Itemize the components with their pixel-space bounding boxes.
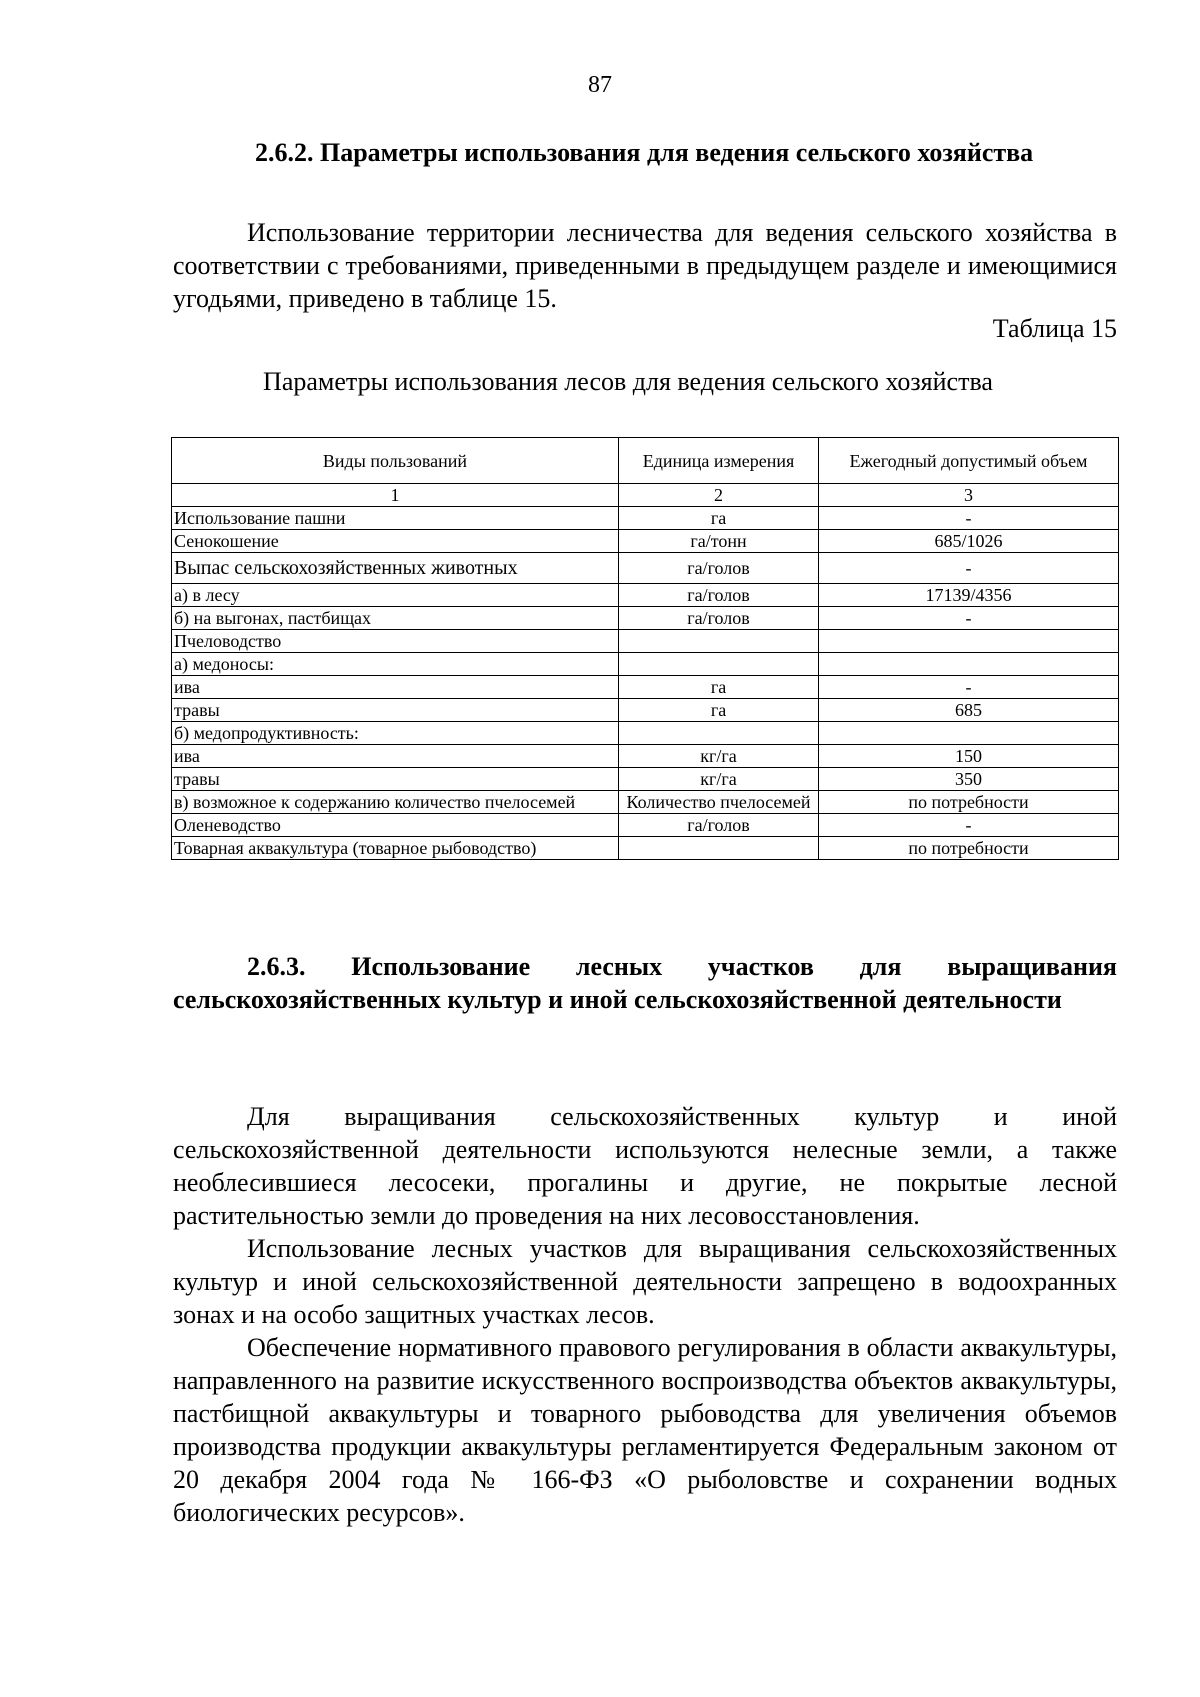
cell-usage-type: Пчеловодство: [172, 630, 619, 653]
header-cell-unit: Единица измерения: [619, 438, 819, 484]
cell-usage-type: Товарная аквакультура (товарное рыбоводство): [172, 837, 619, 860]
column-number-cell: 2: [619, 484, 819, 507]
cell-volume: по потребности: [819, 791, 1119, 814]
table-row: [172, 722, 1119, 745]
cell-volume: 350: [819, 768, 1119, 791]
cell-usage-type: ива: [172, 745, 619, 768]
cell-volume: -: [819, 553, 1119, 584]
table-row: [172, 630, 1119, 653]
cell-volume: 685/1026: [819, 530, 1119, 553]
cell-usage-type: травы: [172, 768, 619, 791]
table-row: [172, 653, 1119, 676]
cell-usage-type: Оленеводство: [172, 814, 619, 837]
cell-volume: 685: [819, 699, 1119, 722]
cell-usage-type: Сенокошение: [172, 530, 619, 553]
cell-volume: [819, 722, 1119, 745]
cell-volume: -: [819, 507, 1119, 530]
cell-usage-type: в) возможное к содержанию количество пчелосемей: [172, 791, 619, 814]
table-row: [172, 699, 1119, 722]
cell-unit: га: [619, 699, 819, 722]
table-row: [172, 791, 1119, 814]
table-row: [172, 607, 1119, 630]
column-number-cell: 3: [819, 484, 1119, 507]
cell-volume: [819, 630, 1119, 653]
cell-volume: -: [819, 676, 1119, 699]
cell-volume: 150: [819, 745, 1119, 768]
cell-usage-type: травы: [172, 699, 619, 722]
cell-unit: га/голов: [619, 607, 819, 630]
section-2-6-2-paragraph: Использование территории лесничества для ведения сельского хозяйства в соответствии с требованиями, приведенными в предыдущем разделе и имеющимися угодьями, приведено в таблице 15.: [173, 218, 1117, 313]
table-row: [172, 768, 1119, 791]
cell-volume: [819, 653, 1119, 676]
table-row: [172, 745, 1119, 768]
section-2-6-3-paragraph-1: Для выращивания сельскохозяйственных культур и иной сельскохозяйственной деятельности используются нелесные земли, а также необлесившиеся лесосеки, прогалины и другие, не покрытые лесной растительностью земли до проведения на них лесовосстановления.: [173, 1102, 1117, 1230]
cell-unit: Количество пчелосемей: [619, 791, 819, 814]
cell-unit: га: [619, 507, 819, 530]
table-row: [172, 530, 1119, 553]
table-row: [172, 837, 1119, 860]
cell-unit: кг/га: [619, 768, 819, 791]
table-label: Таблица 15: [992, 314, 1117, 343]
table-row: [172, 676, 1119, 699]
table-row: [172, 584, 1119, 607]
page-number: 87: [588, 72, 612, 98]
table-header-row: [172, 438, 1119, 484]
cell-unit: га/голов: [619, 584, 819, 607]
cell-unit: [619, 653, 819, 676]
cell-usage-type: ива: [172, 676, 619, 699]
cell-volume: 17139/4356: [819, 584, 1119, 607]
cell-usage-type: Использование пашни: [172, 507, 619, 530]
cell-unit: га/голов: [619, 553, 819, 584]
column-number-cell: 1: [172, 484, 619, 507]
cell-usage-type: а) медоносы:: [172, 653, 619, 676]
table-row: [172, 507, 1119, 530]
cell-unit: [619, 722, 819, 745]
cell-unit: га/голов: [619, 814, 819, 837]
cell-volume: -: [819, 607, 1119, 630]
section-2-6-3-paragraph-2: Использование лесных участков для выращивания сельскохозяйственных культур и иной сельскохозяйственной деятельности запрещено в водоохранных зонах и на особо защитных участках лесов.: [173, 1234, 1117, 1329]
cell-usage-type: а) в лесу: [172, 584, 619, 607]
cell-volume: -: [819, 814, 1119, 837]
cell-unit: [619, 630, 819, 653]
table-15: [171, 437, 1119, 860]
table-row: [172, 553, 1119, 584]
cell-usage-type: б) на выгонах, пастбищах: [172, 607, 619, 630]
header-cell-usage-type: Виды пользований: [172, 438, 619, 484]
cell-unit: га/тонн: [619, 530, 819, 553]
table-row: [172, 814, 1119, 837]
section-heading-2-6-3: 2.6.3. Использование лесных участков для выращивания сельскохозяйственных культур и иной сельскохозяйственной деятельности: [173, 952, 1117, 1014]
cell-unit: кг/га: [619, 745, 819, 768]
table-column-number-row: [172, 484, 1119, 507]
cell-unit: га: [619, 676, 819, 699]
table-title: Параметры использования лесов для ведения сельского хозяйства: [263, 367, 993, 396]
cell-usage-type: б) медопродуктивность:: [172, 722, 619, 745]
cell-usage-type: Выпас сельскохозяйственных животных: [172, 553, 619, 584]
header-cell-annual-volume: Ежегодный допустимый объем: [819, 438, 1119, 484]
section-heading-2-6-2: 2.6.2. Параметры использования для ведения сельского хозяйства: [255, 138, 1034, 167]
section-2-6-3-paragraph-3: Обеспечение нормативного правового регулирования в области аквакультуры, направленного на развитие искусственного воспроизводства объектов аквакультуры, пастбищной аквакультуры и товарного рыбоводства для увеличения объемов производства продукции аквакультуры регламентируется Федеральным законом от 20 декабря 2004 года № 166-ФЗ «О рыболовстве и сохранении водных биологических ресурсов».: [173, 1333, 1117, 1527]
cell-volume: по потребности: [819, 837, 1119, 860]
cell-unit: [619, 837, 819, 860]
